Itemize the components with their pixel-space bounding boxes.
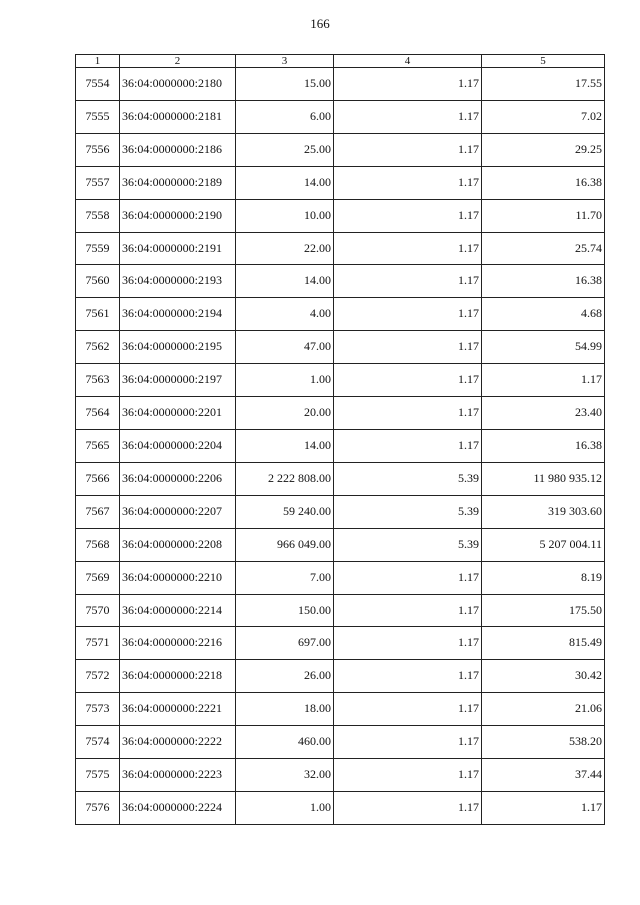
table-row [76,100,605,133]
column-header-5: 5 [482,55,605,68]
cadastral-number-cell: 36:04:0000000:2201 [120,397,236,430]
table-row [76,495,605,528]
row-number-cell: 7571 [76,627,120,660]
value-cell: 538.20 [482,726,605,759]
area-cell: 15.00 [236,68,334,101]
area-cell: 14.00 [236,265,334,298]
cadastral-number-cell: 36:04:0000000:2186 [120,133,236,166]
cadastral-number-cell: 36:04:0000000:2204 [120,429,236,462]
table-row [76,133,605,166]
row-number-cell: 7574 [76,726,120,759]
area-cell: 59 240.00 [236,495,334,528]
coefficient-cell: 1.17 [334,265,482,298]
value-cell: 175.50 [482,594,605,627]
table-row [76,791,605,824]
cadastral-number-cell: 36:04:0000000:2208 [120,528,236,561]
cadastral-number-cell: 36:04:0000000:2214 [120,594,236,627]
value-cell: 17.55 [482,68,605,101]
coefficient-cell: 1.17 [334,561,482,594]
row-number-cell: 7567 [76,495,120,528]
table-row [76,429,605,462]
row-number-cell: 7555 [76,100,120,133]
coefficient-cell: 1.17 [334,298,482,331]
value-cell: 5 207 004.11 [482,528,605,561]
row-number-cell: 7570 [76,594,120,627]
column-header-2: 2 [120,55,236,68]
coefficient-cell: 1.17 [334,594,482,627]
coefficient-cell: 1.17 [334,331,482,364]
area-cell: 1.00 [236,364,334,397]
table-row [76,364,605,397]
cadastral-number-cell: 36:04:0000000:2222 [120,726,236,759]
value-cell: 815.49 [482,627,605,660]
cadastral-number-cell: 36:04:0000000:2181 [120,100,236,133]
page-number: 166 [310,16,330,31]
column-header-4: 4 [334,55,482,68]
cadastral-number-cell: 36:04:0000000:2224 [120,791,236,824]
cadastral-number-cell: 36:04:0000000:2223 [120,759,236,792]
area-cell: 25.00 [236,133,334,166]
row-number-cell: 7561 [76,298,120,331]
table-row [76,693,605,726]
area-cell: 150.00 [236,594,334,627]
cadastral-number-cell: 36:04:0000000:2218 [120,660,236,693]
table-row [76,68,605,101]
area-cell: 7.00 [236,561,334,594]
value-cell: 1.17 [482,791,605,824]
row-number-cell: 7557 [76,166,120,199]
value-cell: 319 303.60 [482,495,605,528]
cadastral-number-cell: 36:04:0000000:2194 [120,298,236,331]
coefficient-cell: 1.17 [334,429,482,462]
coefficient-cell: 1.17 [334,660,482,693]
value-cell: 8.19 [482,561,605,594]
value-cell: 37.44 [482,759,605,792]
table-header [76,55,605,68]
area-cell: 460.00 [236,726,334,759]
cadastral-number-cell: 36:04:0000000:2191 [120,232,236,265]
header-row [76,55,605,68]
value-cell: 25.74 [482,232,605,265]
value-cell: 11 980 935.12 [482,462,605,495]
data-table [75,54,605,825]
area-cell: 26.00 [236,660,334,693]
cadastral-number-cell: 36:04:0000000:2195 [120,331,236,364]
row-number-cell: 7575 [76,759,120,792]
coefficient-cell: 5.39 [334,528,482,561]
coefficient-cell: 1.17 [334,791,482,824]
coefficient-cell: 1.17 [334,364,482,397]
value-cell: 54.99 [482,331,605,364]
cadastral-number-cell: 36:04:0000000:2197 [120,364,236,397]
table-body [76,68,605,825]
coefficient-cell: 5.39 [334,495,482,528]
value-cell: 16.38 [482,166,605,199]
area-cell: 10.00 [236,199,334,232]
area-cell: 6.00 [236,100,334,133]
area-cell: 47.00 [236,331,334,364]
value-cell: 7.02 [482,100,605,133]
coefficient-cell: 5.39 [334,462,482,495]
coefficient-cell: 1.17 [334,759,482,792]
table-row [76,528,605,561]
table-row [76,232,605,265]
row-number-cell: 7564 [76,397,120,430]
row-number-cell: 7563 [76,364,120,397]
coefficient-cell: 1.17 [334,133,482,166]
table-row [76,660,605,693]
area-cell: 966 049.00 [236,528,334,561]
row-number-cell: 7556 [76,133,120,166]
area-cell: 20.00 [236,397,334,430]
area-cell: 18.00 [236,693,334,726]
area-cell: 22.00 [236,232,334,265]
cadastral-number-cell: 36:04:0000000:2206 [120,462,236,495]
cadastral-number-cell: 36:04:0000000:2216 [120,627,236,660]
coefficient-cell: 1.17 [334,68,482,101]
coefficient-cell: 1.17 [334,199,482,232]
table-row [76,759,605,792]
value-cell: 16.38 [482,265,605,298]
area-cell: 2 222 808.00 [236,462,334,495]
area-cell: 14.00 [236,166,334,199]
value-cell: 1.17 [482,364,605,397]
table-row [76,462,605,495]
row-number-cell: 7554 [76,68,120,101]
value-cell: 16.38 [482,429,605,462]
table-row [76,265,605,298]
area-cell: 4.00 [236,298,334,331]
cadastral-number-cell: 36:04:0000000:2193 [120,265,236,298]
column-header-3: 3 [236,55,334,68]
row-number-cell: 7573 [76,693,120,726]
column-header-1: 1 [76,55,120,68]
value-cell: 21.06 [482,693,605,726]
table-row [76,561,605,594]
row-number-cell: 7558 [76,199,120,232]
row-number-cell: 7568 [76,528,120,561]
cadastral-number-cell: 36:04:0000000:2210 [120,561,236,594]
value-cell: 4.68 [482,298,605,331]
value-cell: 29.25 [482,133,605,166]
coefficient-cell: 1.17 [334,726,482,759]
cadastral-number-cell: 36:04:0000000:2221 [120,693,236,726]
area-cell: 1.00 [236,791,334,824]
cadastral-number-cell: 36:04:0000000:2207 [120,495,236,528]
coefficient-cell: 1.17 [334,166,482,199]
table-row [76,627,605,660]
row-number-cell: 7566 [76,462,120,495]
cadastral-number-cell: 36:04:0000000:2190 [120,199,236,232]
value-cell: 11.70 [482,199,605,232]
row-number-cell: 7559 [76,232,120,265]
cadastral-number-cell: 36:04:0000000:2189 [120,166,236,199]
row-number-cell: 7562 [76,331,120,364]
row-number-cell: 7565 [76,429,120,462]
table-row [76,726,605,759]
coefficient-cell: 1.17 [334,397,482,430]
cadastral-number-cell: 36:04:0000000:2180 [120,68,236,101]
coefficient-cell: 1.17 [334,100,482,133]
area-cell: 32.00 [236,759,334,792]
coefficient-cell: 1.17 [334,693,482,726]
row-number-cell: 7569 [76,561,120,594]
value-cell: 30.42 [482,660,605,693]
table-row [76,397,605,430]
table-row [76,199,605,232]
row-number-cell: 7572 [76,660,120,693]
value-cell: 23.40 [482,397,605,430]
table-row [76,331,605,364]
table-row [76,298,605,331]
area-cell: 697.00 [236,627,334,660]
coefficient-cell: 1.17 [334,232,482,265]
row-number-cell: 7560 [76,265,120,298]
coefficient-cell: 1.17 [334,627,482,660]
area-cell: 14.00 [236,429,334,462]
row-number-cell: 7576 [76,791,120,824]
table-row [76,166,605,199]
table-row [76,594,605,627]
